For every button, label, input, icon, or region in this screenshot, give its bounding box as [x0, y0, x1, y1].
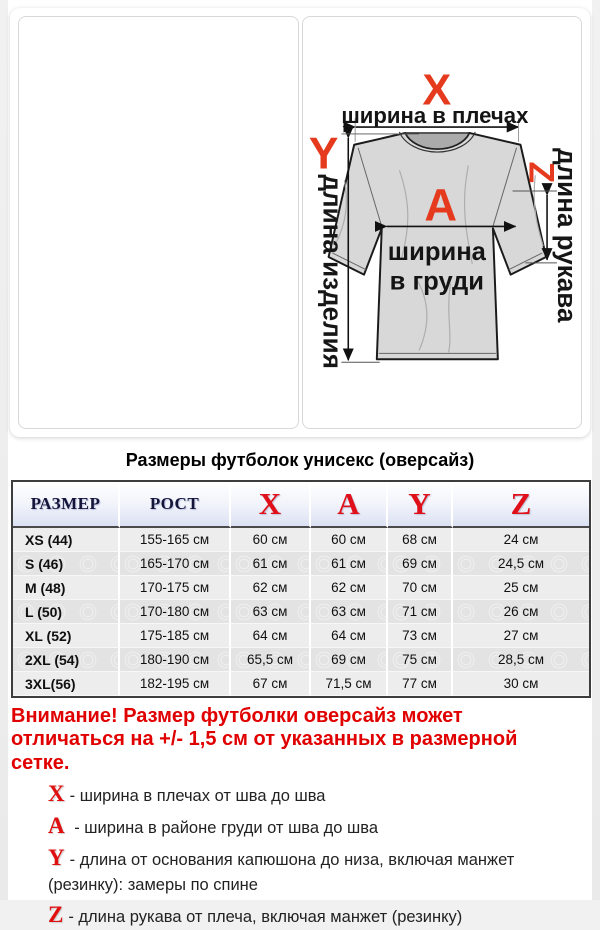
cell-size: S (46)	[13, 552, 120, 576]
tshirt-measurement-diagram	[303, 17, 582, 428]
table-row	[13, 648, 589, 672]
measurement-legend	[10, 781, 590, 930]
cell-z: 24 см	[453, 528, 589, 552]
legend-item-a	[48, 813, 590, 841]
cell-y: 77 см	[388, 672, 453, 696]
cell-size: L (50)	[13, 600, 120, 624]
table-row	[13, 576, 589, 600]
cell-size: XS (44)	[13, 528, 120, 552]
cell-a: 69 см	[311, 648, 388, 672]
cell-a: 63 см	[311, 600, 388, 624]
cell-a: 60 см	[311, 528, 388, 552]
legend-letter-y: Y	[48, 845, 65, 871]
cell-y: 68 см	[388, 528, 453, 552]
table-row	[13, 552, 589, 576]
cell-y: 70 см	[388, 576, 453, 600]
product-photo-panel	[18, 16, 299, 429]
header-size: РАЗМЕР	[13, 482, 120, 528]
cell-a: 62 см	[311, 576, 388, 600]
cell-z: 28,5 см	[453, 648, 589, 672]
cell-z: 30 см	[453, 672, 589, 696]
cell-height: 182-195 см	[120, 672, 231, 696]
a-label-line2: в груди	[389, 267, 484, 296]
product-images-card	[10, 8, 590, 437]
x-label: ширина в плечах	[340, 103, 528, 129]
legend-letter-x: X	[48, 781, 65, 807]
header-a: A	[311, 482, 388, 528]
table-row	[13, 528, 589, 552]
cell-x: 63 см	[231, 600, 311, 624]
cell-z: 26 см	[453, 600, 589, 624]
cell-x: 62 см	[231, 576, 311, 600]
table-row	[13, 624, 589, 648]
size-table	[11, 480, 591, 698]
cell-z: 24,5 см	[453, 552, 589, 576]
a-label-line1: ширина	[387, 237, 486, 266]
legend-text-a: - ширина в районе груди от шва до шва	[69, 819, 379, 838]
size-table-title: Размеры футболок унисекс (оверсайз)	[125, 450, 475, 470]
y-letter: Y	[308, 129, 338, 179]
cell-x: 65,5 см	[231, 648, 311, 672]
header-height: РОСТ	[120, 482, 231, 528]
cell-size: 3XL(56)	[13, 672, 120, 696]
cell-x: 64 см	[231, 624, 311, 648]
cell-height: 170-180 см	[120, 600, 231, 624]
legend-item-z	[48, 902, 590, 930]
header-y: Y	[388, 482, 453, 528]
size-diagram-panel	[302, 16, 583, 429]
legend-letter-z: Z	[48, 902, 64, 928]
cell-height: 165-170 см	[120, 552, 231, 576]
cell-z: 27 см	[453, 624, 589, 648]
legend-letter-a: A	[48, 813, 65, 839]
cell-y: 69 см	[388, 552, 453, 576]
header-z: Z	[453, 482, 589, 528]
cell-height: 170-175 см	[120, 576, 231, 600]
x-letter: X	[421, 66, 451, 115]
z-letter: Z	[520, 161, 561, 184]
cell-height: 180-190 см	[120, 648, 231, 672]
z-label: длина рукава	[551, 148, 581, 323]
legend-text-x: - ширина в плечах от шва до шва	[69, 787, 326, 806]
header-x: X	[231, 482, 311, 528]
cell-size: M (48)	[13, 576, 120, 600]
cell-y: 75 см	[388, 648, 453, 672]
cell-x: 67 см	[231, 672, 311, 696]
page	[8, 0, 592, 928]
a-letter: A	[423, 179, 457, 231]
cell-a: 71,5 см	[311, 672, 388, 696]
table-row	[13, 600, 589, 624]
legend-item-x	[48, 781, 590, 809]
cell-y: 71 см	[388, 600, 453, 624]
table-header-row	[13, 482, 589, 528]
cell-z: 25 см	[453, 576, 589, 600]
legend-text-z: - длина рукава от плеча, включая манжет (резинку)	[68, 908, 463, 927]
cell-size: 2XL (54)	[13, 648, 120, 672]
cell-height: 175-185 см	[120, 624, 231, 648]
cell-height: 155-165 см	[120, 528, 231, 552]
cell-x: 61 см	[231, 552, 311, 576]
cell-size: XL (52)	[13, 624, 120, 648]
size-warning-text: Внимание! Размер футболки оверсайз может отличаться на +/- 1,5 см от указанных в размерной сетке.	[11, 705, 518, 774]
legend-item-y	[48, 845, 590, 898]
legend-text-y: - длина от основания капюшона до низа, включая манжет (резинку): замеры по спине	[48, 851, 515, 895]
y-label: длина изделия	[317, 174, 348, 369]
cell-a: 61 см	[311, 552, 388, 576]
cell-y: 73 см	[388, 624, 453, 648]
cell-x: 60 см	[231, 528, 311, 552]
cell-a: 64 см	[311, 624, 388, 648]
table-row	[13, 672, 589, 696]
